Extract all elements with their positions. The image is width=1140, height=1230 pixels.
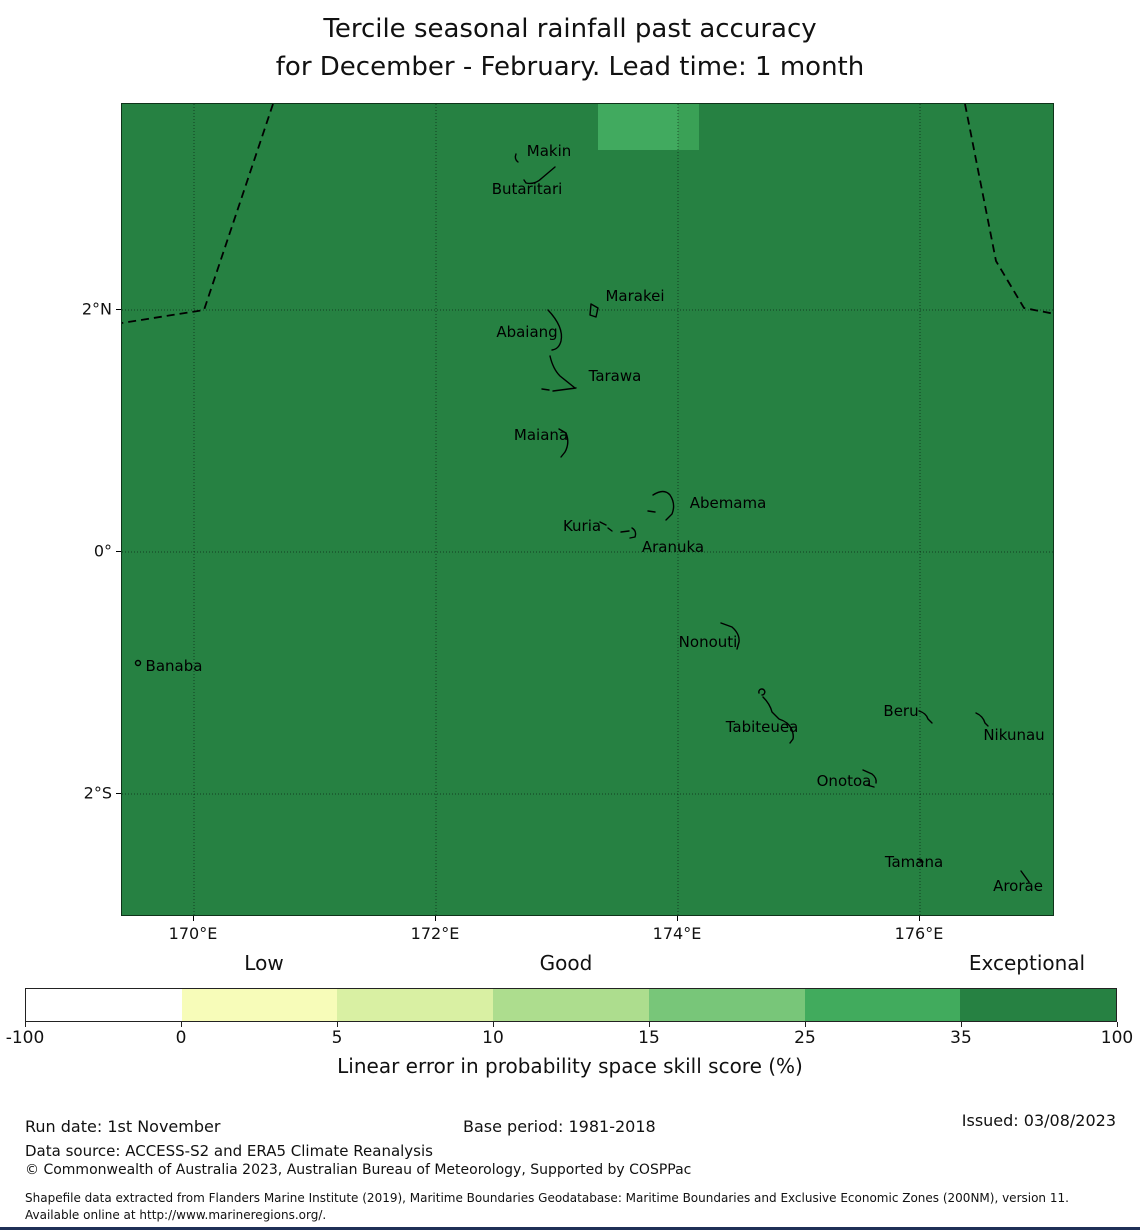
eez-boundary-northwest: [122, 104, 273, 323]
map-panel: [121, 103, 1054, 916]
eez-boundary-northeast: [965, 104, 1054, 314]
ytick-0: 0°: [93, 541, 112, 561]
cbar-label-100: 100: [1100, 1028, 1134, 1048]
colorbar-seg-15-25: [649, 989, 805, 1021]
island-label-nikunau: Nikunau: [983, 726, 1045, 744]
xtick-174e: 174°E: [652, 924, 702, 943]
cbar-tick-7: [1117, 1022, 1118, 1027]
ytick-2n: 2°N: [81, 299, 112, 319]
colorbar: [25, 988, 1117, 1022]
page-title: [0, 10, 1140, 86]
cbar-label-35: 35: [950, 1028, 972, 1048]
ytick-2s: 2°S: [83, 783, 112, 803]
xtickmark-172e: [435, 916, 436, 921]
island-label-tabiteuea: Tabiteuea: [725, 718, 799, 736]
cbar-label-0: 0: [175, 1028, 187, 1048]
island-tarawa: [542, 356, 576, 391]
xtickmark-170e: [193, 916, 194, 921]
island-label-tamana: Tamana: [884, 853, 944, 871]
island-label-tarawa: Tarawa: [588, 367, 642, 385]
ytickmark-0: [116, 551, 121, 552]
footer-base-period: Base period: 1981-2018: [463, 1117, 656, 1136]
island-label-banaba: Banaba: [145, 657, 203, 675]
island-label-butaritari: Butaritari: [491, 180, 563, 198]
colorbar-seg-10-15: [493, 989, 649, 1021]
cbar-label-25: 25: [794, 1028, 816, 1048]
cbar-tick-2: [337, 1022, 338, 1027]
footer-copyright: © Commonwealth of Australia 2023, Australian Bureau of Meteorology, Supported by COSPPac: [25, 1162, 692, 1178]
island-label-maiana: Maiana: [513, 426, 569, 444]
colorbar-seg-0-5: [182, 989, 338, 1021]
legend-good: Good: [539, 951, 593, 975]
footer-shapefile-note: Shapefile data extracted from Flanders Marine Institute (2019), Maritime Boundaries Geodatabase: Maritime Boundaries and Exclusive Economic Zones (200NM), version 11. Available online at http://www.marineregions.org/.: [25, 1191, 1069, 1222]
legend-low: Low: [244, 951, 284, 975]
ytickmark-2n: [116, 309, 121, 310]
cbar-label-neg100: -100: [5, 1028, 45, 1048]
xtick-172e: 172°E: [410, 924, 460, 943]
cbar-label-5: 5: [331, 1028, 343, 1048]
cbar-tick-6: [961, 1022, 962, 1027]
island-nikunau: [976, 713, 988, 726]
island-abemama: [648, 492, 674, 521]
island-makin: [515, 154, 518, 162]
island-kuria: [600, 522, 612, 531]
title-line-1: Tercile seasonal rainfall past accuracy: [323, 14, 817, 44]
map-vector-layer: [122, 104, 1054, 916]
xtick-176e: 176°E: [894, 924, 944, 943]
colorbar-seg-25-35: [805, 989, 961, 1021]
island-label-arorae: Arorae: [993, 877, 1043, 895]
xtickmark-174e: [677, 916, 678, 921]
colorbar-seg-35-100: [960, 989, 1116, 1021]
island-banaba: [136, 661, 141, 666]
cbar-tick-0: [25, 1022, 26, 1027]
title-line-2: for December - February. Lead time: 1 month: [275, 52, 865, 82]
legend-exceptional: Exceptional: [968, 951, 1086, 975]
cbar-tick-5: [805, 1022, 806, 1027]
footer-issued: Issued: 03/08/2023: [961, 1111, 1116, 1130]
colorbar-seg-neg100-0: [26, 989, 182, 1021]
cbar-label-15: 15: [638, 1028, 660, 1048]
island-label-marakei: Marakei: [605, 287, 665, 305]
ytickmark-2s: [116, 793, 121, 794]
island-marakei: [590, 304, 598, 317]
colorbar-axis-label: Linear error in probability space skill score (%): [337, 1054, 803, 1078]
graticule-gridlines: [122, 104, 1054, 916]
island-label-aranuka: Aranuka: [641, 538, 705, 556]
island-label-abemama: Abemama: [689, 494, 767, 512]
xtickmark-176e: [919, 916, 920, 921]
cbar-label-10: 10: [482, 1028, 504, 1048]
cbar-tick-1: [181, 1022, 182, 1027]
island-label-beru: Beru: [883, 702, 919, 720]
footer-run-date: Run date: 1st November: [25, 1117, 221, 1136]
island-label-kuria: Kuria: [562, 517, 602, 535]
footer-data-source: Data source: ACCESS-S2 and ERA5 Climate Reanalysis: [25, 1142, 433, 1160]
island-label-abaiang: Abaiang: [496, 323, 558, 341]
colorbar-seg-5-10: [337, 989, 493, 1021]
xtick-170e: 170°E: [168, 924, 218, 943]
island-aranuka: [621, 528, 636, 538]
cbar-tick-4: [649, 1022, 650, 1027]
island-label-onotoa: Onotoa: [816, 772, 872, 790]
island-label-makin: Makin: [526, 142, 572, 160]
cbar-tick-3: [493, 1022, 494, 1027]
island-beru: [919, 711, 932, 723]
island-label-nonouti: Nonouti: [678, 633, 738, 651]
